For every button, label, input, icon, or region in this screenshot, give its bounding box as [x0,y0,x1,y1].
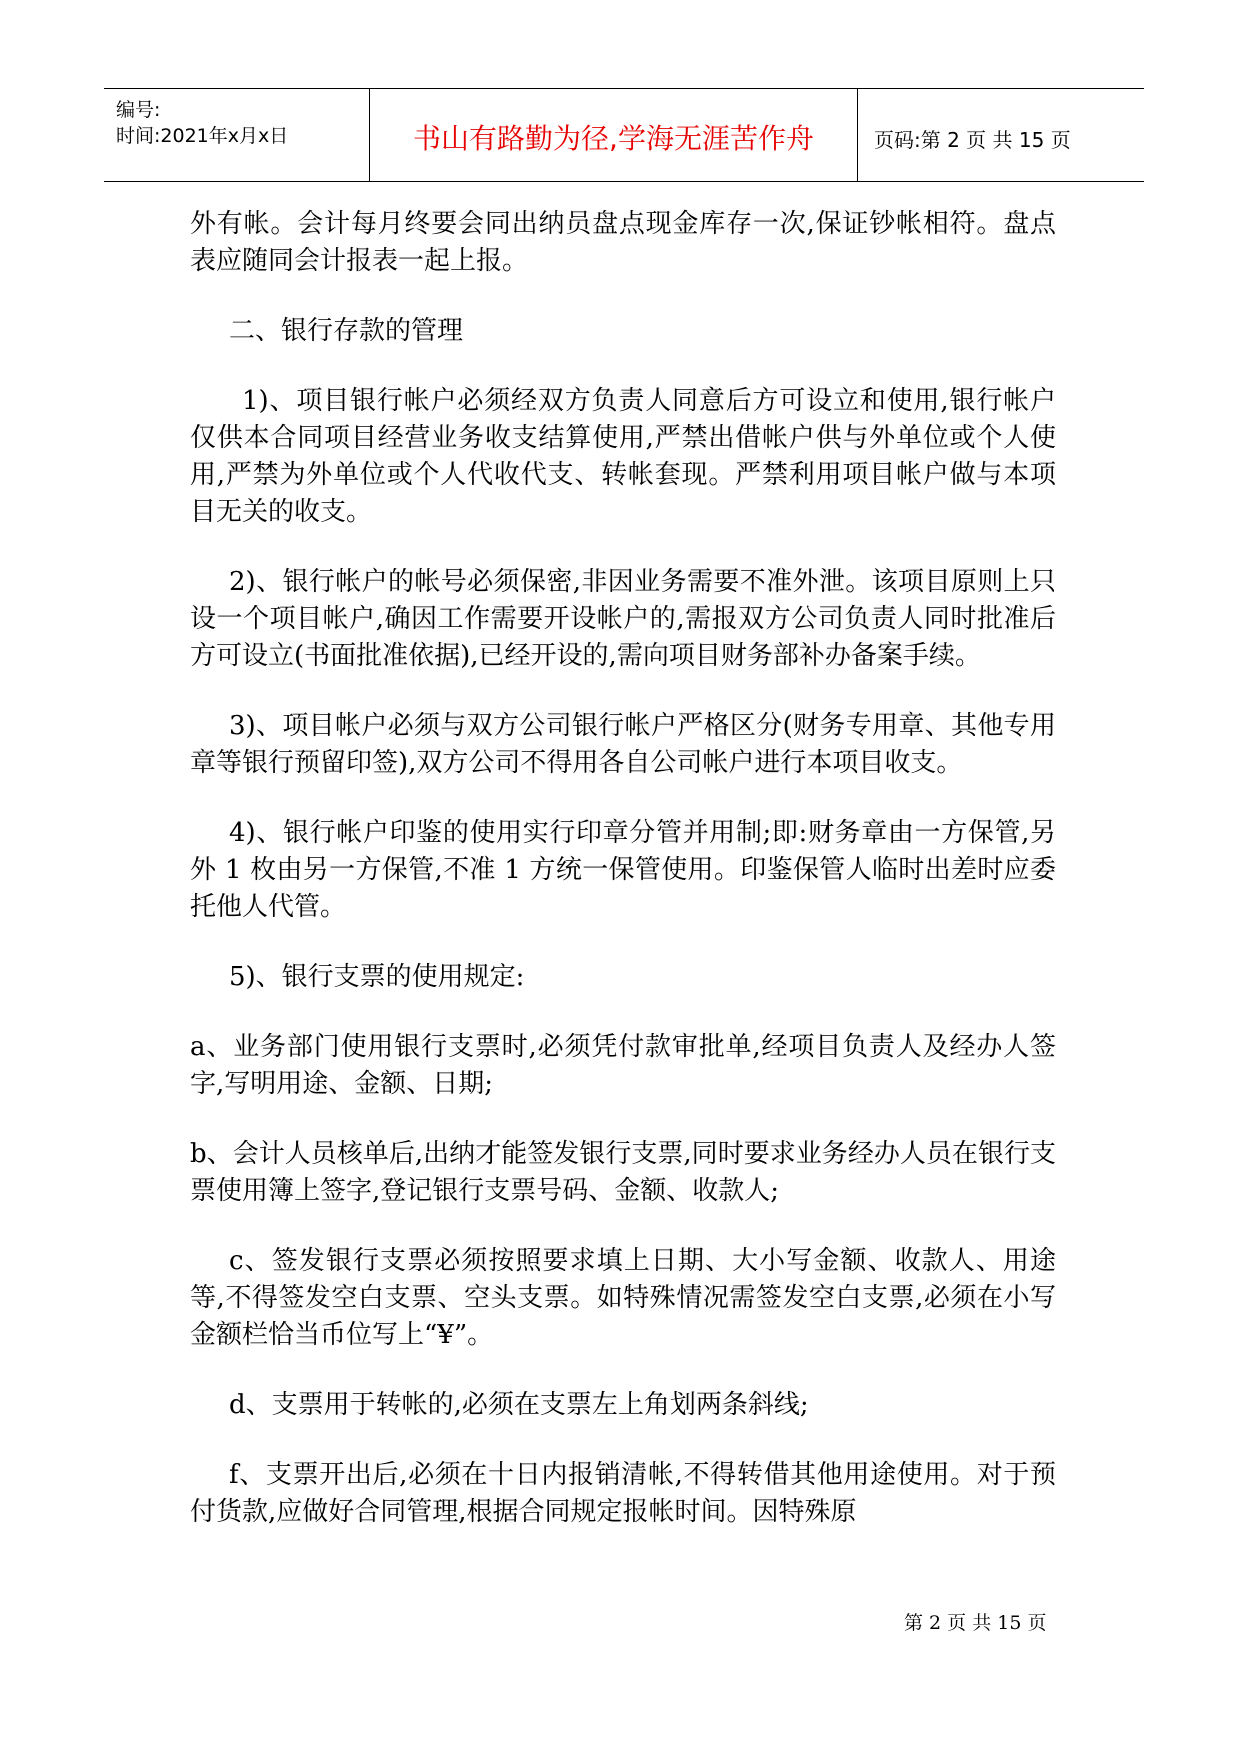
section-heading: 二、银行存款的管理 [229,316,464,346]
header-table [104,88,1144,182]
paragraph-item-4: 4)、银行帐户印鉴的使用实行印章分管并用制;即:财务章由一方保管,另外 1 枚由另一方保管,不准 1 方统一保管使用。印鉴保管人临时出差时应委托他人代管。 [190,818,1056,922]
header-motto: 书山有路勤为径,学海无涯苦作舟 [413,122,814,155]
paragraph-item-f: f、支票开出后,必须在十日内报销清帐,不得转借其他用途使用。对于预付货款,应做好合同管理,根据合同规定报帐时间。因特殊原 [190,1460,1056,1527]
paragraph-item-b: b、会计人员核单后,出纳才能签发银行支票,同时要求业务经办人员在银行支票使用簿上签字,登记银行支票号码、金额、收款人; [190,1139,1056,1206]
paragraph-item-d: d、支票用于转帐的,必须在支票左上角划两条斜线; [229,1390,809,1420]
paragraph-item-a: a、业务部门使用银行支票时,必须凭付款审批单,经项目负责人及经办人签字,写明用途、金额、日期; [190,1032,1056,1099]
header-page-number: 页码:第 2 页 共 15 页 [874,128,1071,152]
paragraph-item-5: 5)、银行支票的使用规定: [229,962,525,992]
paragraph-item-1: 1)、项目银行帐户必须经双方负责人同意后方可设立和使用,银行帐户仅供本合同项目经营业务收支结算使用,严禁出借帐户供与外单位或个人使用,严禁为外单位或个人代收代支、转帐套现。严禁利用项目帐户做与本项目无关的收支。 [190,386,1056,527]
header-meta-cell [104,89,370,181]
header-motto-cell [370,89,858,181]
header-page-cell [858,89,1144,181]
document-body [190,206,1056,1564]
document-number-label: 编号: [116,99,161,121]
paragraph-item-2: 2)、银行帐户的帐号必须保密,非因业务需要不准外泄。该项目原则上只设一个项目帐户,确因工作需要开设帐户的,需报双方公司负责人同时批准后方可设立(书面批准依据),已经开设的,需向项目财务部补办备案手续。 [190,567,1056,671]
paragraph-item-c: c、签发银行支票必须按照要求填上日期、大小写金额、收款人、用途等,不得签发空白支票、空头支票。如特殊情况需签发空白支票,必须在小写金额栏恰当币位写上“¥”。 [190,1246,1056,1350]
document-time-label: 时间:2021年x月x日 [116,125,289,147]
footer-page-number: 第 2 页 共 15 页 [904,1612,1047,1634]
paragraph-item-3: 3)、项目帐户必须与双方公司银行帐户严格区分(财务专用章、其他专用章等银行预留印签),双方公司不得用各自公司帐户进行本项目收支。 [190,711,1056,778]
paragraph-continuation: 外有帐。会计每月终要会同出纳员盘点现金库存一次,保证钞帐相符。盘点表应随同会计报表一起上报。 [190,209,1056,276]
